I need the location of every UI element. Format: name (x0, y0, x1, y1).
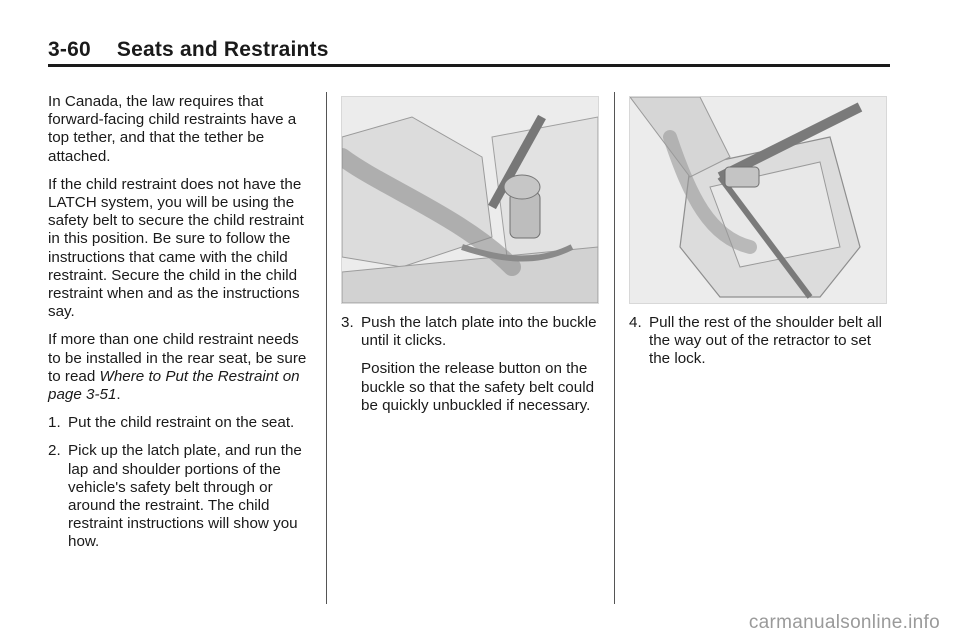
buckle-latch-drawing (342, 97, 598, 303)
shoulder-belt-illustration (629, 96, 887, 304)
buckle-latch-illustration (341, 96, 599, 304)
page-number: 3-60 (48, 38, 91, 61)
step-1 (48, 414, 314, 432)
step-text: Pick up the latch plate, and run the lap and shoulder portions of the vehicle's safety belt through or around the restraint. The child restraint instructions will show you how. (68, 442, 302, 551)
column-divider-2 (614, 92, 615, 604)
step-text: Put the child restraint on the seat. (68, 414, 295, 432)
release-button-note: Position the release button on the buckle so that the safety belt could be quickly unbuckled if necessary. (361, 360, 595, 414)
step-number: 3. (341, 314, 354, 331)
step-4 (629, 314, 891, 369)
paragraph-no-latch: If the child restraint does not have the LATCH system, you will be using the safety belt to secure the child restraint in this position. Be sure to follow the instructions that came with the child restraint. Secure the child in the child restraint when and as the instructions say. (48, 175, 304, 321)
watermark: carmanualsonline.info (748, 612, 940, 633)
section-title: Seats and Restraints (116, 38, 329, 61)
step-text: Pull the rest of the shoulder belt all the way out of the retractor to set the lock. (649, 314, 883, 368)
column-divider-1 (326, 92, 327, 604)
step-text: Push the latch plate into the buckle until it clicks. (361, 314, 597, 350)
page-reference-link[interactable]: Where to Put the Restraint on page 3-51 (48, 367, 300, 404)
step-number: 2. (48, 442, 61, 460)
paragraph-multiple-restraints (48, 331, 314, 404)
paragraph-text: If more than one child restraint needs to be installed in the rear seat, be sure to read (48, 331, 307, 385)
paragraph-canada-law: In Canada, the law requires that forward-facing child restraints have a top tether, and that the tether be attached. (48, 93, 297, 165)
page-header (48, 38, 329, 62)
step-3 (341, 314, 603, 350)
shoulder-belt-drawing (630, 97, 886, 303)
step-number: 1. (48, 414, 61, 432)
step-number: 4. (629, 314, 642, 331)
header-rule (48, 64, 890, 67)
column-1 (48, 93, 314, 562)
column-3 (629, 314, 891, 379)
column-2 (341, 314, 603, 425)
paragraph-period: . (116, 386, 121, 404)
step-2 (48, 442, 314, 551)
